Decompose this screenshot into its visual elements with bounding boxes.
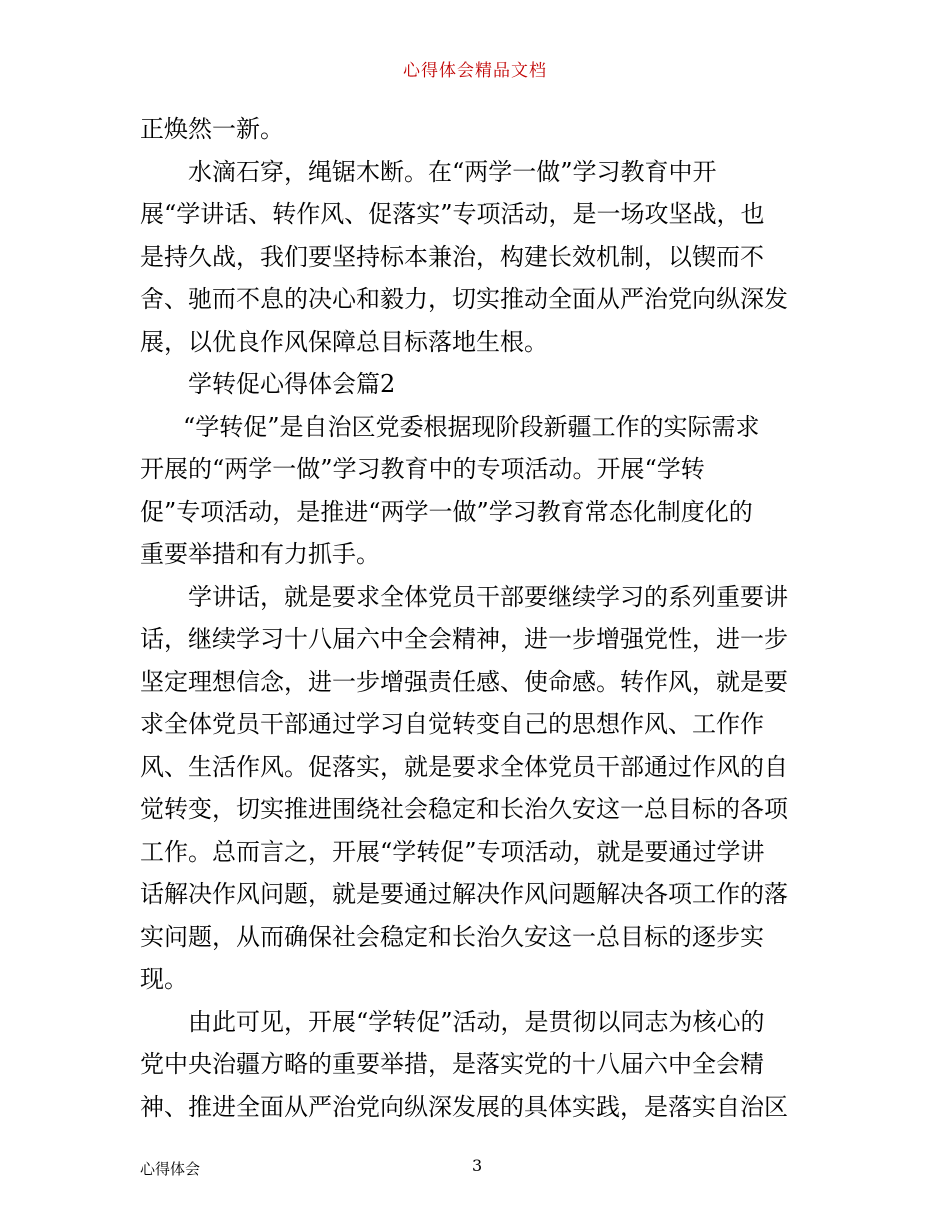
paragraph-line: 学讲话，就是要求全体党员干部要继续学习的系列重要讲 [188, 582, 788, 611]
paragraph-line: 展，以优良作风保障总目标落地生根。 [140, 327, 548, 356]
page-number: 3 [472, 1156, 483, 1175]
paragraph-line: “学转促”是自治区党委根据现阶段新疆工作的实际需求 [183, 412, 760, 441]
paragraph-line: 由此可见，开展“学转促”活动，是贯彻以同志为核心的 [188, 1007, 765, 1036]
paragraph-line: 坚定理想信念，进一步增强责任感、使命感。转作风，就是要 [140, 667, 788, 696]
paragraph-line: 是持久战，我们要坚持标本兼治，构建长效机制，以锲而不 [140, 242, 764, 271]
paragraph-line: 水滴石穿，绳锯木断。在“两学一做”学习教育中开 [188, 157, 717, 186]
paragraph-line: 话解决作风问题，就是要通过解决作风问题解决各项工作的落 [140, 880, 788, 908]
paragraph-line: 现。 [140, 965, 188, 993]
footer-label: 心得体会 [140, 1160, 201, 1178]
paragraph-line: 觉转变，切实推进围绕社会稳定和长治久安这一总目标的各项 [140, 795, 788, 823]
paragraph-line: 实问题，从而确保社会稳定和长治久安这一总目标的逐步实 [140, 922, 764, 951]
paragraph-line: 开展的“两学一做”学习教育中的专项活动。开展“学转 [140, 455, 705, 483]
paragraph-line: 促”专项活动，是推进“两学一做”学习教育常态化制度化的 [140, 497, 753, 526]
paragraph-line: 正焕然一新。 [140, 115, 284, 143]
document-body [140, 108, 815, 1128]
paragraph-line: 舍、驰而不息的决心和毅力，切实推动全面从严治党向纵深发 [140, 285, 788, 313]
paragraph-line: 党中央治疆方略的重要举措，是落实党的十八届六中全会精 [140, 1050, 764, 1078]
document-header-title: 心得体会精品文档 [403, 61, 547, 81]
paragraph-line: 展“学讲话、转作风、促落实”专项活动，是一场攻坚战，也 [140, 200, 765, 228]
paragraph-line: 风、生活作风。促落实，就是要求全体党员干部通过作风的自 [140, 752, 788, 781]
paragraph-line: 工作。总而言之，开展“学转促”专项活动，就是要通过学讲 [140, 837, 765, 866]
paragraph-line: 话，继续学习十八届六中全会精神，进一步增强党性，进一步 [140, 625, 788, 653]
paragraph-line: 重要举措和有力抓手。 [140, 540, 380, 568]
section-heading: 学转促心得体会篇2 [188, 370, 396, 398]
paragraph-line: 求全体党员干部通过学习自觉转变自己的思想作风、工作作 [140, 710, 764, 738]
paragraph-line: 神、推进全面从严治党向纵深发展的具体实践，是落实自治区 [140, 1092, 788, 1121]
